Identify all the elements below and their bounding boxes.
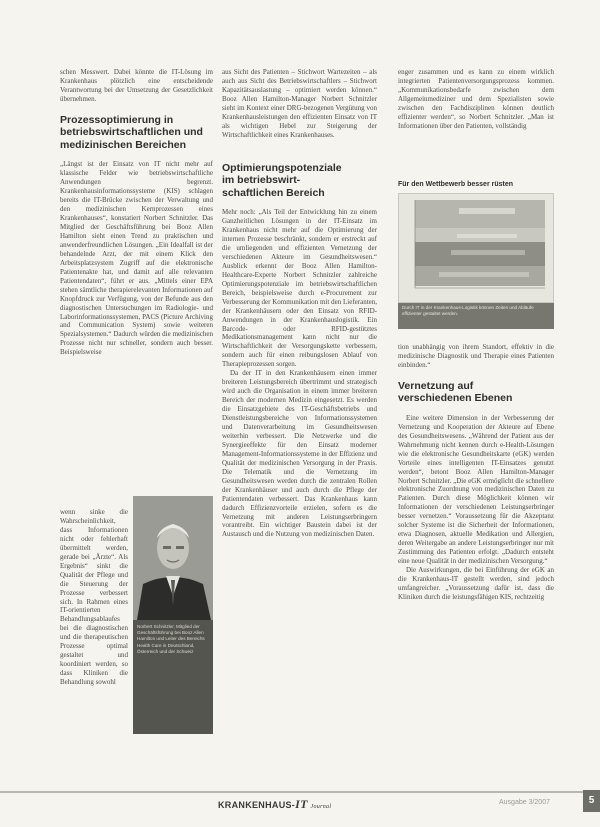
- body-paragraph: Mehr noch: „Als Teil der Entwicklung hin zu einem Ganzheitlichen Lösungen in der IT-Einsatz im Krankenhaus nicht mehr auf die Optimierung der internen Prozesse beschränkt, sondern er erstreckt auf die umliegenden und effizienten Vernetzung der verschiedenen Akteure im Gesundheitswesen.“ Ausblick erkennt der Booz Allen Hamilton-Healthcare-Experte Norbert Schnitzler zahlreiche Optimierungspotenziale im betriebswirtschaftlichen Bereich, beispielsweise durch e-Procurement zur Verbesserung der Kommunikation mit den Lieferanten, der Krankenhäusern oder den Einsatz von RFID-Anwendungen in der Krankenhauslogistik. Ein Barcode- oder RFID-gestütztes Medikationsmanagement kann nicht nur die Wirtschaftlichkeit der Versorgungskette verbessern, sondern auch für einen reibungslosen Ablauf von Therapieprozessen sorgen.: [222, 208, 377, 369]
- figure-graphic: [398, 193, 554, 303]
- portrait-photo: [133, 496, 213, 620]
- body-paragraph: tion unabhängig von ihrem Standort, effektiv in die medizinische Diagnostik und Therapie eines Patienten einbinden.“: [398, 343, 554, 369]
- intro-paragraph: schen Messwert. Dabei könnte die IT-Lösung im Krankenhaus plötzlich eine entscheidende Verantwortung bei der Umsetzung der Gesetzlichkeit übernehmen.: [60, 68, 213, 103]
- body-paragraph: enger zusammen und es kann zu einem wirklich integrierten Patientenversorgungsprozess kommen. „Kommunikationsbedarfe zwischen dem Allgemeinmediziner und dem Spezialisten sowie zwischen den Fachdisziplinen können deutlich effizienter werden“, so Norbert Schnitzler. „Man ist Informationen über den Patienten, vollständig: [398, 68, 554, 130]
- journal-logo: KRANKENHAUS-IT Journal: [218, 797, 332, 811]
- issue-label: Ausgabe 3/2007: [499, 799, 550, 806]
- body-paragraph: Die Auswirkungen, die bei Einführung der eGK an die Krankenhaus-IT gestellt werden, sind jedoch umfangreicher. „Voraussetzung dafür ist, dass die Kliniken durch die leistungsfähigen KIS, rechtzeitig: [398, 566, 554, 601]
- body-paragraph: aus Sicht des Patienten – Stichwort Wartezeiten – als auch aus Sicht des Betriebswirtschaftlers – Stichwort Kapazitätsauslastung – optimiert werden können.“ Booz Allen Hamilton-Manager Norbert Schnitzler sieht im Kontext einer DRG-bezogenen Vergütung von Krankenhausleistungen den effizienten Einsatz von IT als wichtigen Hebel zur Steigerung der Wirtschaftlichkeit eines Krankenhauses.: [222, 68, 377, 139]
- section-heading-prozessoptimierung: Prozessoptimierung in betriebswirtschaftlichen und medizinischen Bereichen: [60, 113, 203, 151]
- column-1: [60, 68, 213, 357]
- section-heading-vernetzung: Vernetzung auf verschiedenen Ebenen: [398, 379, 513, 405]
- body-paragraph: Da der IT in den Krankenhäusern einen immer breiteren Leistungsbereich übertrimmt und strategisch wird auch die Organisation in einem immer breiteren Bereich der modernen Medizin eingesetzt. Es werden die Einsatzgebiete des IT-Geschäftsbetriebs und Dienstleistungsbereiche von Informationssystemen und Datenverarbeitung im Gesundheitswesen weiterhin verbessert. Die Netzwerke und die Synergieeffekte für den Einsatz moderner Management-Informationssysteme in der Effizienz und Qualität der medizinischen Versorgung in der Praxis. Die Telematik und die Vernetzung im Gesundheitswesen werden durch die zentralen Rollen der Krankenhäuser und auch durch die Pflege der Patientendaten verbessert. Das Krankenhaus kann dadurch Effizienzvorteile erzielen, sofern es die Vernetzung mit anderen Leistungserbringern vorantreibt. Ein wichtiger Baustein dabei ist der Austausch und die Nutzung von medizinischen Daten.: [222, 369, 377, 539]
- figure-image: [399, 194, 553, 302]
- column-2: [222, 68, 377, 539]
- body-paragraph: wenn sinke die Wahrscheinlichkeit, dass Informationen nicht oder fehlerhaft übermittelt werden, gerade bei „Ärzte“. Als Ergebnis“ sinkt die Qualität der Pflege und die Steuerung der Prozesse verbessert sich. In Rahmen eines IT-orientierten Behandlungsablaufes bei die diagnostischen und die therapeutischen Prozesse optimal gestaltet und koordiniert werden, so dass Kliniken die Behandlung sowohl: [60, 508, 128, 687]
- portrait-image: [133, 496, 213, 620]
- column-3: [398, 68, 554, 131]
- section-heading-optimierungspotenziale: Optimierungspotenziale im betriebswirt- schaftlichen Bereich: [222, 161, 342, 199]
- column-1-continued: [60, 508, 128, 687]
- figure-caption: Durch IT in der Krankenhaus-Logistik können Zeiten und Abläufe effizienter gestaltet werden.: [398, 303, 554, 329]
- body-paragraph: Eine weitere Dimension in der Verbesserung der Vernetzung und Kooperation der Akteure auf Ebene des Gesundheitswesens. „Während der Patient aus der Wahrnehmung nicht kennen durch e-Health-Lösungen wie die elektronische Gesundheitskarte (eGK) werden Vorteile eines intelligenten IT-Einsatzes genutzt werden“, betont Booz Allen Hamilton-Manager Norbert Schnitzler. „Die eGK ermöglicht die schnellere elektronische Zuordnung von medizinischen Daten zu Patienten. Durch diese Möglichkeit können wir Informationen der verschiedenen Leistungserbringer besser vernetzen.“ Voraussetzung für die Akzeptanz solcher Systeme ist die Sicherheit der Informationen, etwa Diagnosen, aktuelle Medikation und Allergien, deren Weitergabe an andere Leistungserbringer nur mit Zustimmung des Patienten erfolgt. „Dadurch entsteht eine neue Qualität in der medizinischen Versorgung.“: [398, 413, 554, 566]
- figure-title: Für den Wettbewerb besser rüsten: [398, 181, 514, 188]
- photo-caption: Norbert Schnitzler, Mitglied der Geschäftsführung bei Booz Allen Hamilton und Leiter des Bereichs Health Care in Deutschland, Österreich und der Schweiz: [133, 620, 213, 734]
- body-paragraph: „Längst ist der Einsatz von IT nicht mehr auf klassische Felder wie betriebswirtschaftliche Anwendungen begrenzt. Krankenhausinformationssysteme (KIS) schlagen bereits die IT-Brücke zwischen der Verwaltung und den medizinischen Kernprozessen eines Krankenhauses“, konstatiert Norbert Schnitzler. Das Mitglied der Geschäftsführung bei Booz Allen Hamilton sieht einen Trend zu praktischen und anwenderfreundlichen Lösungen. „Ein Idealfall ist der behandelnde Arzt, der mit einem Klick den Arbeitsplatzsystem Zugriff auf die elektronische Patientenakte hat, und damit auf alle relevanten Patientendaten“, führt er aus. „Mittels einer EPA stehen sämtliche therapierelevanten Informationen auf Knopfdruck zur Verfügung, von der Befunde aus den diagnostischen Untersuchungen im Radiologie- und Laborinformationssystemen, PACS (Picture Archiving and Communication System) sowie weiteren Spezialsystemen.“ Dadurch würden die medizinischen Prozesse nicht nur schneller, sondern auch besser. Beispielsweise: [60, 160, 213, 357]
- page-number: 5: [583, 790, 600, 812]
- column-3-continued: [398, 343, 554, 602]
